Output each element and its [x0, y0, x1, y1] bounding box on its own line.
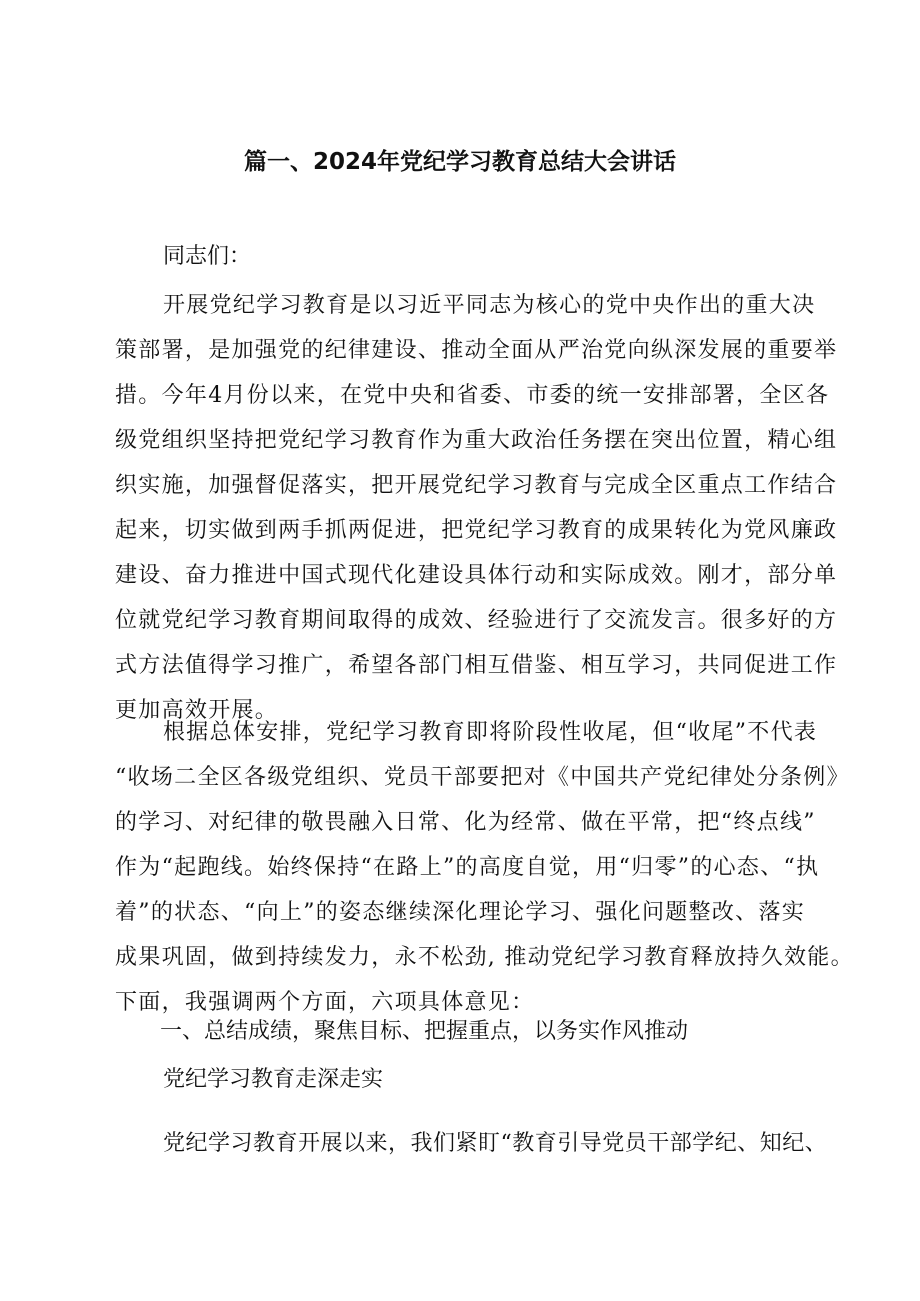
- paragraph-line: 织实施，加强督促落实，把开展党纪学习教育与完成全区重点工作结合: [115, 473, 838, 498]
- salutation: 同志们：: [163, 244, 252, 269]
- paragraph-line: 的学习、对纪律的敬畏融入日常、化为经常、做在平常，把“终点线”: [115, 810, 816, 835]
- paragraph-line: 起来，切实做到两手抓两促进，把党纪学习教育的成果转化为党风廉政: [115, 518, 838, 543]
- paragraph-line: 根据总体安排，党纪学习教育即将阶段性收尾，但“收尾”不代表: [163, 720, 818, 745]
- section-heading: 一、总结成绩，聚焦目标、把握重点，以务实作风推动: [160, 1019, 689, 1044]
- paragraph-line: 式方法值得学习推广，希望各部门相互借鉴、相互学习，共同促进工作: [115, 653, 838, 678]
- paragraph-line: 建设、奋力推进中国式现代化建设具体行动和实际成效。刚才，部分单: [115, 563, 838, 588]
- paragraph-line: 成果巩固，做到持续发力，永不松劲, 推动党纪学习教育释放持久效能。: [115, 945, 854, 970]
- paragraph-1: [115, 283, 838, 733]
- paragraph-line: 作为“起跑线。始终保持“在路上”的高度自觉，用“归零”的心态、“执: [115, 855, 820, 880]
- paragraph-2: [115, 710, 854, 1025]
- paragraph-line: 开展党纪学习教育是以习近平同志为核心的党中央作出的重大决: [163, 293, 816, 318]
- paragraph-line: “收场二全区各级党组织、党员干部要把对《中国共产党纪律处分条例》: [115, 765, 850, 790]
- paragraph-line: 策部署，是加强党的纪律建设、推动全面从严治党向纵深发展的重要举: [115, 338, 838, 363]
- paragraph-line: 着”的状态、“向上”的姿态继续深化理论学习、强化问题整改、落实: [115, 900, 806, 925]
- paragraph-line: 下面，我强调两个方面，六项具体意见：: [115, 990, 535, 1015]
- paragraph-line: 更加高效开展。: [115, 698, 279, 723]
- section-heading-continuation: 党纪学习教育走深走实: [163, 1067, 384, 1092]
- paragraph-line: 位就党纪学习教育期间取得的成效、经验进行了交流发言。很多好的方: [115, 608, 838, 633]
- paragraph-line: 措。今年4月份以来，在党中央和省委、市委的统一安排部署，全区各: [115, 383, 830, 408]
- paragraph-3-start: 党纪学习教育开展以来，我们紧盯“教育引导党员干部学纪、知纪、: [163, 1131, 828, 1156]
- paragraph-line: 级党组织坚持把党纪学习教育作为重大政治任务摆在突出位置，精心组: [115, 428, 838, 453]
- document-title: 篇一、2024年党纪学习教育总结大会讲话: [243, 149, 676, 175]
